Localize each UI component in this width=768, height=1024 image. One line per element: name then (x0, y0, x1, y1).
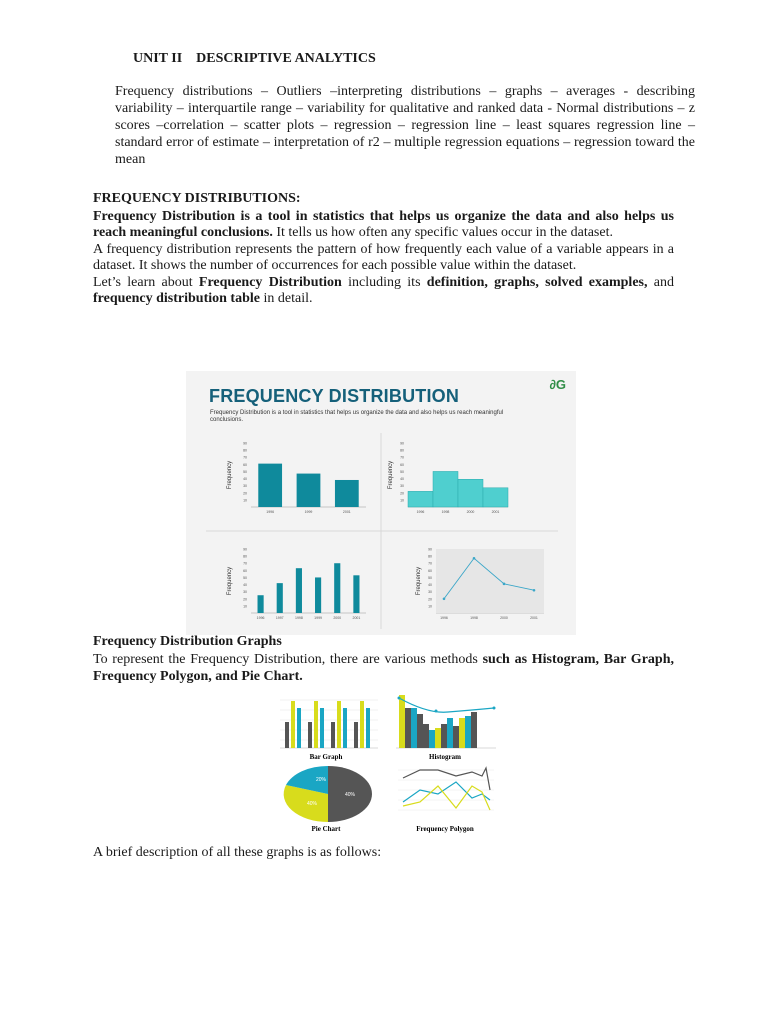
mini-bar-graph (280, 700, 378, 748)
graphs-text-bold: such as Histogram, Bar Graph, Frequency Polygon, and Pie Chart. (93, 652, 674, 684)
polygon-xtick: 1998 (470, 616, 478, 620)
mini-pie-chart (284, 766, 372, 822)
gfg-logo-icon: ∂G (549, 377, 566, 392)
bar-chart-2-bar (334, 563, 340, 613)
learn-text-f: frequency distribution table (93, 291, 260, 306)
chart-types-svg (258, 690, 506, 836)
polygon-ytick: 50 (428, 575, 432, 580)
bar-chart-2-ytick: 50 (243, 575, 247, 580)
bar-chart-2-ytick: 10 (243, 604, 247, 609)
infographic-title: FREQUENCY DISTRIBUTION (209, 386, 460, 406)
definition-rest: It tells us how often any specific values occur in the dataset. (272, 225, 613, 240)
histogram-bar (458, 479, 483, 507)
bar-chart-1-ytick: 20 (243, 491, 247, 496)
unit-number: UNIT II (133, 51, 183, 66)
graphs-paragraph (93, 652, 674, 685)
bar-chart-2-bar (353, 575, 359, 613)
bar-chart-2-ytick: 90 (243, 547, 247, 552)
bar-chart-2-xtick: 2001 (352, 616, 361, 620)
histogram-xtick: 2000 (466, 510, 475, 514)
polygon-point (503, 583, 506, 586)
definition-bold: Frequency Distribution is a tool in statistics that helps us organize the data and also helps us reach meaningful conclusions. (93, 208, 674, 240)
section-heading: FREQUENCY DISTRIBUTIONS: (93, 191, 301, 206)
bar-chart-1-xtick: 1999 (304, 510, 313, 514)
bar-chart-2-xtick: 2000 (333, 616, 342, 620)
histogram-ytick: 70 (400, 455, 404, 460)
histogram-xtick: 1998 (441, 510, 450, 514)
histogram-bar (433, 471, 458, 507)
bar-chart-1-bar (258, 464, 282, 507)
learn-text-c: including its (341, 274, 427, 290)
frequency-distribution-infographic (186, 371, 576, 635)
learn-paragraph (93, 275, 674, 308)
bar-chart-1-ylabel: Frequency (227, 460, 233, 490)
syllabus-paragraph: Frequency distributions – Outliers –interpreting distributions – graphs – averages - describing variability – interquartile range – variability for qualitative and ranked data - Normal distributions – z scores –correlation – scatter plots – regression – regression line – least squares regression line – standard error of estimate – interpretation of r2 – multiple regression equations – regression toward the mean (115, 84, 695, 167)
polygon-xtick: 2001 (530, 616, 538, 620)
bar-chart-2-ytick: 30 (243, 590, 247, 595)
histogram-ytick: 40 (400, 477, 404, 482)
bar-chart-2-xtick: 1998 (295, 616, 303, 620)
bar-chart-2-ytick: 80 (243, 554, 247, 559)
polygon-point (533, 589, 536, 592)
polygon-ytick: 20 (428, 597, 432, 602)
mini-frequency-polygon (398, 768, 494, 810)
bar-chart-2-bar (315, 577, 321, 613)
learn-text-g: in detail. (259, 291, 313, 306)
bar-chart-1-ytick: 50 (243, 469, 247, 474)
polygon-xtick: 2000 (500, 616, 508, 620)
polygon-ytick: 70 (428, 561, 432, 566)
histogram-ytick: 10 (400, 498, 404, 503)
bar-chart-2-xtick: 1997 (275, 616, 284, 620)
histogram-xtick: 1996 (416, 510, 425, 514)
bar-chart-2-bar (277, 583, 283, 613)
bar-chart-2-ytick: 60 (243, 568, 247, 573)
mini-histogram (396, 695, 496, 748)
histogram-bar (408, 491, 433, 507)
bar-chart-1-bar (335, 480, 359, 507)
pattern-paragraph: A frequency distribution represents the pattern of how frequently each value of a variable appears in a dataset. It shows the number of occurrences for each possible value within the dataset. (93, 241, 674, 273)
graphs-heading: Frequency Distribution Graphs (93, 634, 282, 649)
histogram-bar (483, 488, 508, 507)
pie-slice-c-label: 40% (307, 801, 318, 807)
polygon-ytick: 30 (428, 590, 432, 595)
learn-text-e: and (647, 274, 674, 290)
bar-chart-2-ytick: 20 (243, 597, 247, 602)
chart-types-figure (258, 690, 506, 836)
bar-chart-2-ylabel: Frequency (227, 566, 233, 596)
polygon-xtick: 1996 (440, 616, 448, 620)
histogram-label: Histogram (429, 753, 461, 761)
histogram-ytick: 30 (400, 484, 404, 489)
histogram-ytick: 80 (400, 448, 404, 453)
brief-description: A brief description of all these graphs is as follows: (93, 845, 382, 860)
pie-slice-a-label: 20% (316, 777, 327, 783)
polygon-ytick: 90 (428, 547, 432, 552)
bar-chart-1-xtick: 1996 (266, 510, 275, 514)
frequency-polygon-label: Frequency Polygon (416, 825, 474, 833)
learn-text-a: Let’s learn about (93, 274, 199, 290)
infographic-description: Frequency Distribution is a tool in statistics that helps us organize the data and also helps us reach meaningful conclusions. (210, 410, 504, 423)
frequency-section (93, 191, 674, 308)
bar-chart-1-ytick: 90 (243, 441, 247, 446)
pie-chart-label: Pie Chart (311, 825, 341, 833)
bar-chart-1-xtick: 2001 (342, 510, 351, 514)
graphs-text-plain: To represent the Frequency Distribution, there are various methods (93, 652, 483, 667)
bar-chart-2-bar (296, 568, 302, 613)
learn-text-d: definition, graphs, solved examples, (426, 274, 648, 290)
bar-chart-1-ytick: 60 (243, 462, 247, 467)
histogram-ylabel: Frequency (388, 460, 394, 490)
bar-chart-2-xtick: 1996 (256, 616, 265, 620)
learn-text-b: Frequency Distribution (198, 274, 342, 290)
histogram-ytick: 90 (400, 441, 404, 446)
bar-chart-2-ytick: 40 (243, 583, 247, 588)
polygon-ytick: 10 (428, 604, 432, 609)
bar-chart-1-ytick: 70 (243, 455, 247, 460)
bar-chart-1-ytick: 40 (243, 477, 247, 482)
bar-chart-1-ytick: 30 (243, 484, 247, 489)
polygon-ytick: 40 (428, 583, 432, 588)
unit-heading (133, 51, 376, 67)
bar-chart-1-ytick: 80 (243, 448, 247, 453)
bar-chart-2-xtick: 1999 (314, 616, 322, 620)
polygon-ytick: 60 (428, 568, 432, 573)
bar-chart-1-bar (297, 474, 321, 507)
bar-chart-2-bar (258, 595, 264, 613)
histogram-ytick: 60 (400, 462, 404, 467)
pie-slice-b-label: 40% (345, 792, 356, 798)
bar-chart-2-ytick: 70 (243, 561, 247, 566)
polygon-point (473, 557, 476, 560)
definition-paragraph (93, 209, 674, 242)
bar-chart-1-ytick: 10 (243, 498, 247, 503)
polygon-ytick: 80 (428, 554, 432, 559)
histogram-xtick: 2001 (491, 510, 500, 514)
histogram-ytick: 50 (400, 469, 404, 474)
polygon-point (443, 597, 446, 600)
unit-title: DESCRIPTIVE ANALYTICS (196, 51, 376, 66)
histogram-ytick: 20 (400, 491, 404, 496)
bar-graph-label: Bar Graph (309, 753, 343, 761)
polygon-plot-area (436, 549, 544, 613)
polygon-ylabel: Frequency (416, 566, 422, 596)
